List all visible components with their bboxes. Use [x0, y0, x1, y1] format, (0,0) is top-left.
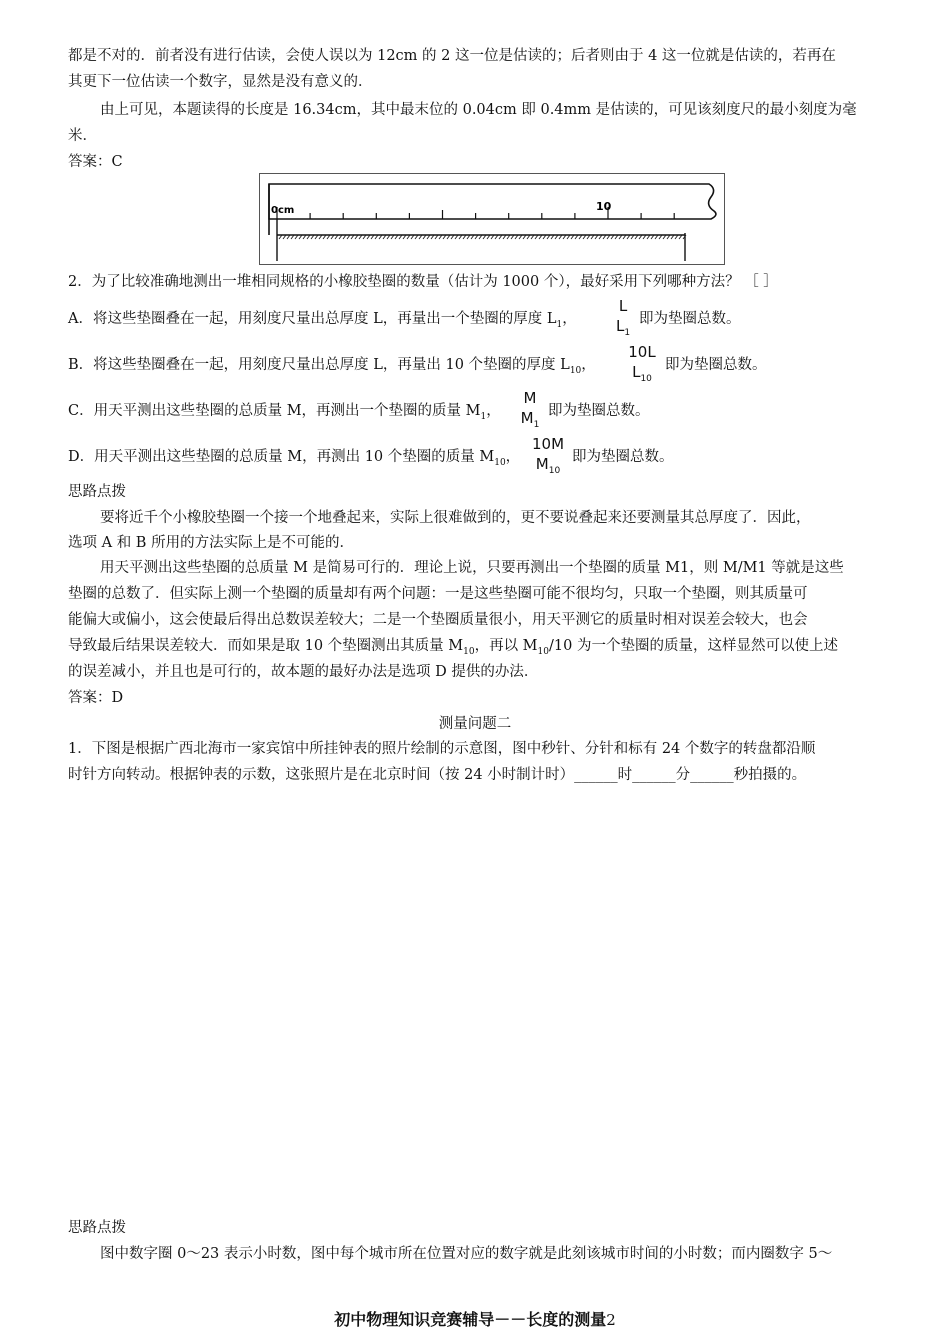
- fraction-numerator: L: [618, 297, 628, 315]
- hint-line: 的误差减小，并且也是可行的，故本题的最好办法是选项 D 提供的办法．: [68, 664, 539, 680]
- fraction-den-sub: 1: [624, 328, 631, 338]
- fraction-denominator: L: [632, 363, 641, 381]
- option-text: D．用天平测出这些垫圈的总质量 M，再测出 10 个垫圈的质量 M: [68, 449, 495, 465]
- fraction-denominator: L: [615, 317, 625, 335]
- page-number: 2: [606, 1311, 616, 1329]
- option-sep: ，: [486, 403, 501, 419]
- hint-line: 图中数字圈 0～23 表示小时数，图中每个城市所在位置对应的数字就是此刻该城市时间的小时数；而内圈数字 5～: [100, 1246, 833, 1262]
- para-line: 由上可见，本题读得的长度是 16.34cm，其中最末位的 0.04cm 即 0.4mm 是估读的，可见该刻度尺的最小刻度为毫: [100, 102, 857, 118]
- fraction-denominator: M: [520, 409, 534, 427]
- ruler-label-zero: 0cm: [271, 205, 295, 216]
- fraction-denominator: M: [535, 455, 549, 473]
- option-b: [68, 355, 596, 381]
- ruler-figure: [259, 173, 725, 265]
- fraction-b: [624, 342, 660, 389]
- page-footer: [0, 1307, 950, 1330]
- hint-line: 要将近千个小橡胶垫圈一个接一个地叠起来，实际上很难做到的，更不要说叠起来还要测量其总厚度了．因此，: [100, 510, 811, 526]
- fraction-d: [529, 434, 567, 481]
- hint-line: 选项 A 和 B 所用的方法实际上是不可能的．: [68, 535, 355, 551]
- option-sep: ，: [562, 311, 577, 327]
- hint-line: 垫圈的总数了．但实际上测一个垫圈的质量却有两个问题：一是这些垫圈可能不很均匀，只取一个垫圈，则其质量可: [68, 586, 808, 602]
- fraction-a: [612, 296, 634, 343]
- para-line: 米．: [68, 128, 97, 144]
- option-tail: 即为垫圈总数。: [572, 449, 674, 465]
- option-sub: 10: [494, 458, 506, 468]
- option-d: [68, 447, 520, 473]
- answer-line: 答案：D: [68, 690, 124, 706]
- hint-line: [68, 636, 838, 662]
- option-sub: 1: [480, 412, 487, 422]
- option-text: A．将这些垫圈叠在一起，用刻度尺量出总厚度 L，再量出一个垫圈的厚度 L: [68, 311, 557, 327]
- option-tail: 即为垫圈总数。: [548, 403, 650, 419]
- hint-text: 导致最后结果误差较大．而如果是取 10 个垫圈测出其质量 M: [68, 638, 464, 654]
- hint-text: ，再以 M: [474, 638, 538, 654]
- option-sub: 10: [569, 366, 582, 376]
- question-stem: 2．为了比较准确地测出一堆相同规格的小橡胶垫圈的数量（估计为 1000 个），最好采用下列哪种方法？ ［ ］: [68, 274, 778, 290]
- para-line: 都是不对的．前者没有进行估读，会使人误以为 12cm 的 2 这一位是估读的；后者则由于 4 这一位就是估读的，若再在: [68, 48, 836, 64]
- fraction-numerator: 10M: [531, 435, 565, 453]
- fraction-numerator: 10L: [628, 343, 656, 361]
- option-sub: 1: [556, 320, 563, 330]
- section-title: 测量问题二: [438, 716, 512, 732]
- question-line: 1．下图是根据广西北海市一家宾馆中所挂钟表的照片绘制的示意图，图中秒针、分针和标有 24 个数字的转盘都沿顺: [68, 741, 816, 757]
- footer-title: 初中物理知识竞赛辅导－－长度的测量: [334, 1310, 607, 1329]
- hint-heading: 思路点拨: [68, 484, 126, 500]
- hint-line: 能偏大或偏小，这会使最后得出总数误差较大；二是一个垫圈质量很小，用天平测它的质量时相对误差会较大，也会: [68, 612, 808, 628]
- option-text: C．用天平测出这些垫圈的总质量 M，再测出一个垫圈的质量 M: [68, 403, 481, 419]
- question-line: 时针方向转动。根据钟表的示数，这张照片是在北京时间（按 24 小时制计时）______时______分______秒拍摄的。: [68, 767, 807, 783]
- fraction-numerator: M: [523, 389, 537, 407]
- hint-line: 用天平测出这些垫圈的总质量 M 是简易可行的．理论上说，只要再测出一个垫圈的质量 M1，则 M/M1 等就是这些: [100, 560, 844, 576]
- option-sep: ，: [505, 449, 521, 465]
- option-tail: 即为垫圈总数。: [639, 311, 741, 327]
- option-c: [68, 401, 501, 427]
- option-text: B．将这些垫圈叠在一起，用刻度尺量出总厚度 L，再量出 10 个垫圈的厚度 L: [68, 357, 570, 373]
- answer-line: 答案：C: [68, 154, 123, 170]
- option-sep: ，: [581, 357, 596, 373]
- fraction-den-sub: 10: [640, 374, 652, 384]
- hint-sub: 10: [463, 647, 475, 657]
- fraction-den-sub: 10: [548, 466, 561, 476]
- para-line: 其更下一位估读一个数字，显然是没有意义的．: [68, 74, 373, 90]
- option-tail: 即为垫圈总数。: [665, 357, 767, 373]
- ruler-label-ten: 10: [596, 200, 612, 213]
- option-a: [68, 309, 577, 335]
- hint-text: /10 为一个垫圈的质量，这样显然可以使上述: [549, 638, 838, 654]
- hint-heading: 思路点拨: [68, 1220, 126, 1236]
- hint-sub: 10: [537, 647, 549, 657]
- fraction-den-sub: 1: [533, 420, 540, 430]
- fraction-c: [517, 388, 543, 435]
